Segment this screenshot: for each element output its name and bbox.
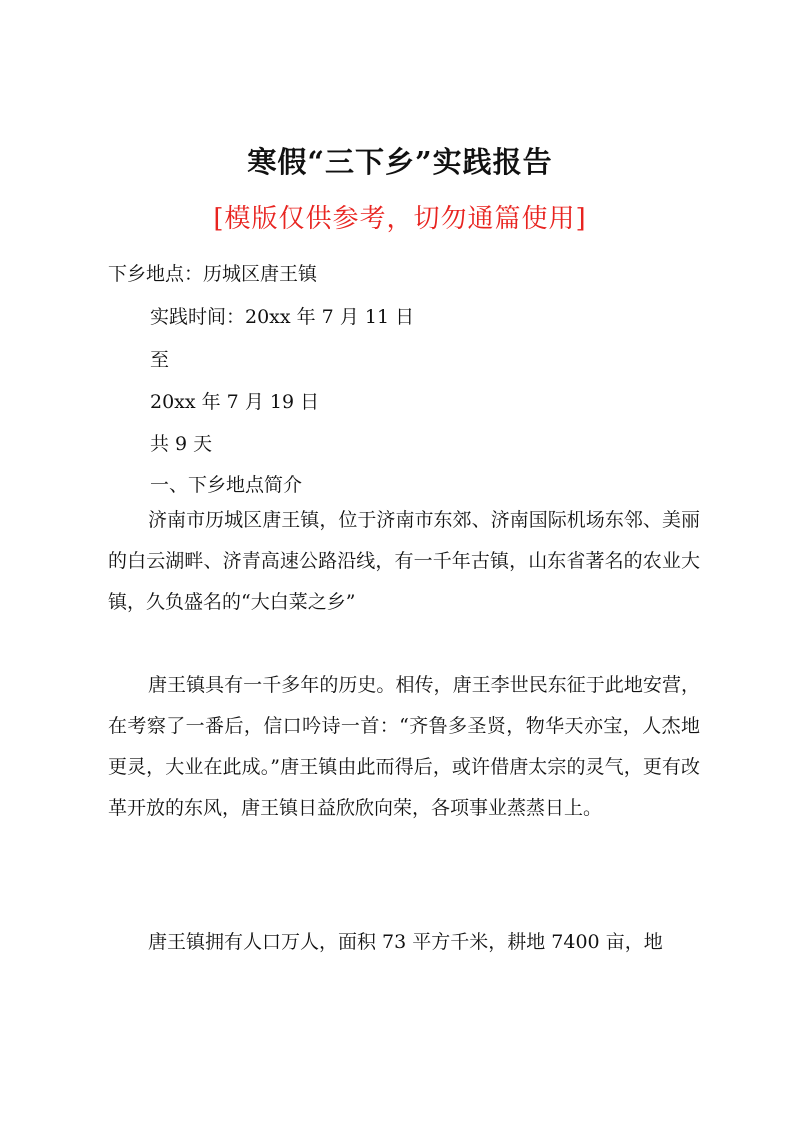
location-line: 下乡地点：历城区唐王镇 <box>108 263 318 285</box>
section-heading: 一、下乡地点简介 <box>150 474 303 496</box>
end-date-line: 20xx 年 7 月 19 日 <box>150 391 320 413</box>
duration-line: 共 9 天 <box>150 433 213 455</box>
template-notice: [模版仅供参考，切勿通篇使用] <box>213 204 587 234</box>
practice-time-line: 实践时间：20xx 年 7 月 11 日 <box>150 306 415 328</box>
to-line: 至 <box>150 349 170 371</box>
document-title: 寒假“三下乡”实践报告 <box>247 145 553 179</box>
paragraph-intro: 济南市历城区唐王镇，位于济南市东郊、济南国际机场东邻、美丽的白云湖畔、济青高速公路沿线，有一千年古镇，山东省著名的农业大镇，久负盛名的“大白菜之乡” <box>108 509 700 613</box>
paragraph-history: 唐王镇具有一千多年的历史。相传，唐王李世民东征于此地安营，在考察了一番后，信口吟诗一首：“齐鲁多圣贤，物华天亦宝，人杰地更灵，大业在此成。”唐王镇由此而得后，或许借唐太宗的灵气，更有改革开放的东风，唐王镇日益欣欣向荣，各项事业蒸蒸日上。 <box>108 674 700 819</box>
paragraph-population: 唐王镇拥有人口万人，面积 73 平方千米，耕地 7400 亩，地 <box>148 931 663 953</box>
